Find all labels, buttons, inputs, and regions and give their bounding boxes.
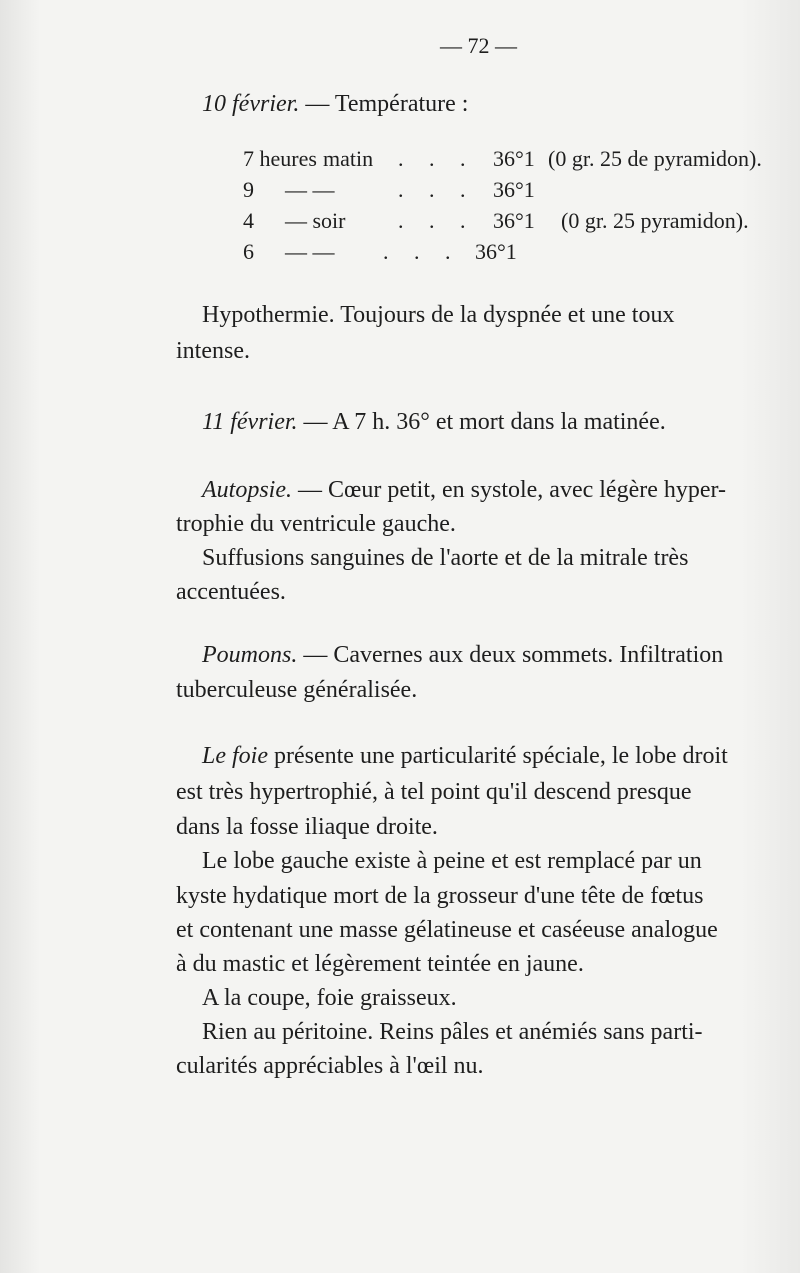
temp-dots: . . . <box>398 146 476 171</box>
heading-rest: — Température : <box>299 91 469 117</box>
heading-date: 10 février. <box>202 91 300 117</box>
lobe-gauche-line-3: et contenant une masse gélatineuse et caséeuse analogue <box>176 917 718 943</box>
suffusions-line-2: accentuées. <box>176 579 286 605</box>
temp-value: 36°1 <box>475 239 517 264</box>
temp-value: 36°1 <box>493 146 535 171</box>
autopsie-label: Autopsie. <box>202 477 292 503</box>
temp-dots: . . . <box>383 239 461 264</box>
hypothermie-line-1: Hypothermie. Toujours de la dyspnée et une toux <box>202 302 675 328</box>
temp-dots: . . . <box>398 208 476 233</box>
entry-rest: — A 7 h. 36° et mort dans la matinée. <box>297 409 666 435</box>
foie-line-2: est très hypertrophié, à tel point qu'il descend presque <box>176 779 692 805</box>
poumons-line-1 <box>202 643 723 667</box>
page-number: — 72 — <box>440 33 517 58</box>
temp-period: — — <box>285 239 335 264</box>
peritoine-line-2: cularités appréciables à l'œil nu. <box>176 1053 484 1079</box>
entry-date: 11 février. <box>202 409 298 435</box>
temp-note: (0 gr. 25 pyramidon). <box>561 208 749 233</box>
temp-hour: 9 <box>243 177 254 202</box>
foie-line-1 <box>202 744 728 768</box>
autopsie-line-2: trophie du ventricule gauche. <box>176 511 456 537</box>
autopsie-rest: — Cœur petit, en systole, avec légère hyper- <box>292 477 727 503</box>
coupe-line: A la coupe, foie graisseux. <box>202 985 457 1011</box>
temp-period: matin <box>323 146 374 171</box>
temp-value: 36°1 <box>493 177 535 202</box>
lobe-gauche-line-1: Le lobe gauche existe à peine et est remplacé par un <box>202 848 702 874</box>
temp-value: 36°1 <box>493 208 535 233</box>
temp-hour: 7 heures <box>243 146 317 171</box>
entry-11-fevrier <box>202 410 666 434</box>
hypothermie-line-2: intense. <box>176 338 250 364</box>
autopsie-line-1 <box>202 478 726 502</box>
peritoine-line-1: Rien au péritoine. Reins pâles et anémiés sans parti- <box>202 1019 703 1045</box>
poumons-line-2: tuberculeuse généralisée. <box>176 677 418 703</box>
lobe-gauche-line-4: à du mastic et légèrement teintée en jaune. <box>176 951 584 977</box>
temp-dots: . . . <box>398 177 476 202</box>
temp-hour: 6 <box>243 239 254 264</box>
foie-line-3: dans la fosse iliaque droite. <box>176 814 438 840</box>
temp-note: (0 gr. 25 de pyramidon). <box>548 146 762 171</box>
suffusions-line-1: Suffusions sanguines de l'aorte et de la mitrale très <box>202 545 689 571</box>
foie-label: Le foie <box>202 743 268 769</box>
poumons-rest: — Cavernes aux deux sommets. Infiltration <box>297 642 724 668</box>
temp-period: — soir <box>285 208 346 233</box>
temp-hour: 4 <box>243 208 254 233</box>
foie-rest: présente une particularité spéciale, le lobe droit <box>268 743 728 769</box>
poumons-label: Poumons. <box>202 642 298 668</box>
lobe-gauche-line-2: kyste hydatique mort de la grosseur d'une tête de fœtus <box>176 883 704 909</box>
temp-period: — — <box>285 177 335 202</box>
heading-10-fevrier <box>202 92 468 116</box>
